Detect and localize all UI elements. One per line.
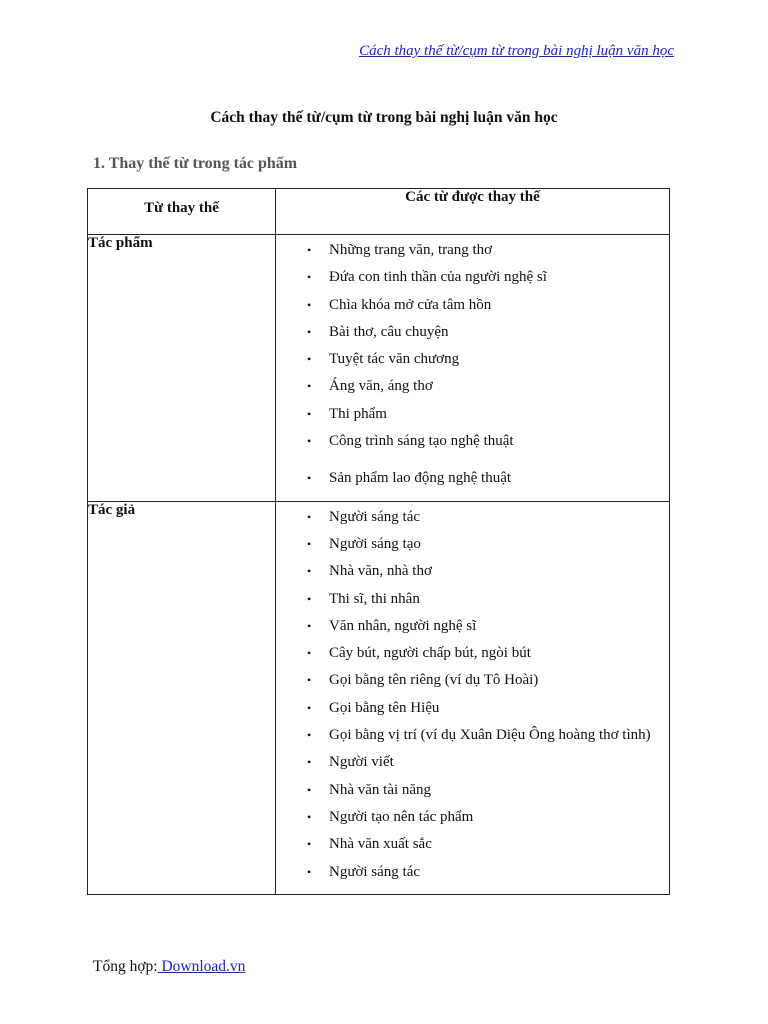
table-row bbox=[88, 235, 670, 502]
list-item: • Gọi bằng vị trí (ví dụ Xuân Diệu Ông hoàng thơ tình) bbox=[307, 722, 669, 749]
list-item: • Văn nhân, người nghệ sĩ bbox=[307, 613, 669, 640]
list-item: • Nhà văn tài năng bbox=[307, 777, 669, 804]
list-item: • Người viết bbox=[307, 749, 669, 776]
list-item: • Người sáng tác bbox=[307, 859, 669, 886]
list-item: • Thi phẩm bbox=[307, 401, 669, 428]
header-link[interactable]: Cách thay thế từ/cụm từ trong bài nghị luận văn học bbox=[359, 43, 674, 59]
list-item: • Người sáng tác bbox=[307, 504, 669, 531]
list-item: • Tuyệt tác văn chương bbox=[307, 346, 669, 373]
term-list bbox=[276, 502, 669, 894]
list-item: • Nhà văn xuất sắc bbox=[307, 831, 669, 858]
table-row bbox=[88, 501, 670, 894]
list-item: • Áng văn, áng thơ bbox=[307, 373, 669, 400]
row-label: Tác phẩm bbox=[88, 235, 276, 502]
list-item: • Người sáng tạo bbox=[307, 531, 669, 558]
list-item: • Bài thơ, câu chuyện bbox=[307, 319, 669, 346]
list-item: • Gọi bằng tên Hiệu bbox=[307, 695, 669, 722]
row-items-cell bbox=[276, 501, 670, 894]
list-item: • Người tạo nên tác phẩm bbox=[307, 804, 669, 831]
list-item: • Gọi bằng tên riêng (ví dụ Tô Hoài) bbox=[307, 667, 669, 694]
table-header-cell bbox=[88, 189, 276, 235]
list-item: • Nhà văn, nhà thơ bbox=[307, 558, 669, 585]
list-item: • Công trình sáng tạo nghệ thuật bbox=[307, 428, 669, 455]
footer-source-link[interactable]: Download.vn bbox=[157, 958, 246, 975]
row-items-cell bbox=[276, 235, 670, 502]
document-title: Cách thay thế từ/cụm từ trong bài nghị luận văn học bbox=[210, 109, 558, 126]
header-label: Từ thay thế bbox=[144, 200, 219, 216]
footer bbox=[93, 958, 245, 976]
row-label: Tác giả bbox=[88, 501, 276, 894]
term-list bbox=[276, 235, 669, 501]
list-item: • Cây bút, người chấp bút, ngòi bút bbox=[307, 640, 669, 667]
list-item: • Những trang văn, trang thơ bbox=[307, 237, 669, 264]
list-item: • Sản phẩm lao động nghệ thuật bbox=[307, 465, 669, 492]
substitution-table bbox=[87, 188, 670, 895]
table-header-row bbox=[88, 189, 670, 235]
list-item: • Chìa khóa mở cửa tâm hồn bbox=[307, 292, 669, 319]
list-item: • Thi sĩ, thi nhân bbox=[307, 586, 669, 613]
list-item: • Đứa con tinh thần của người nghệ sĩ bbox=[307, 264, 669, 291]
footer-prefix: Tổng hợp: bbox=[93, 958, 158, 975]
section-heading: 1. Thay thế từ trong tác phẩm bbox=[93, 155, 298, 172]
table-header-cell: Các từ được thay thế bbox=[276, 189, 670, 235]
